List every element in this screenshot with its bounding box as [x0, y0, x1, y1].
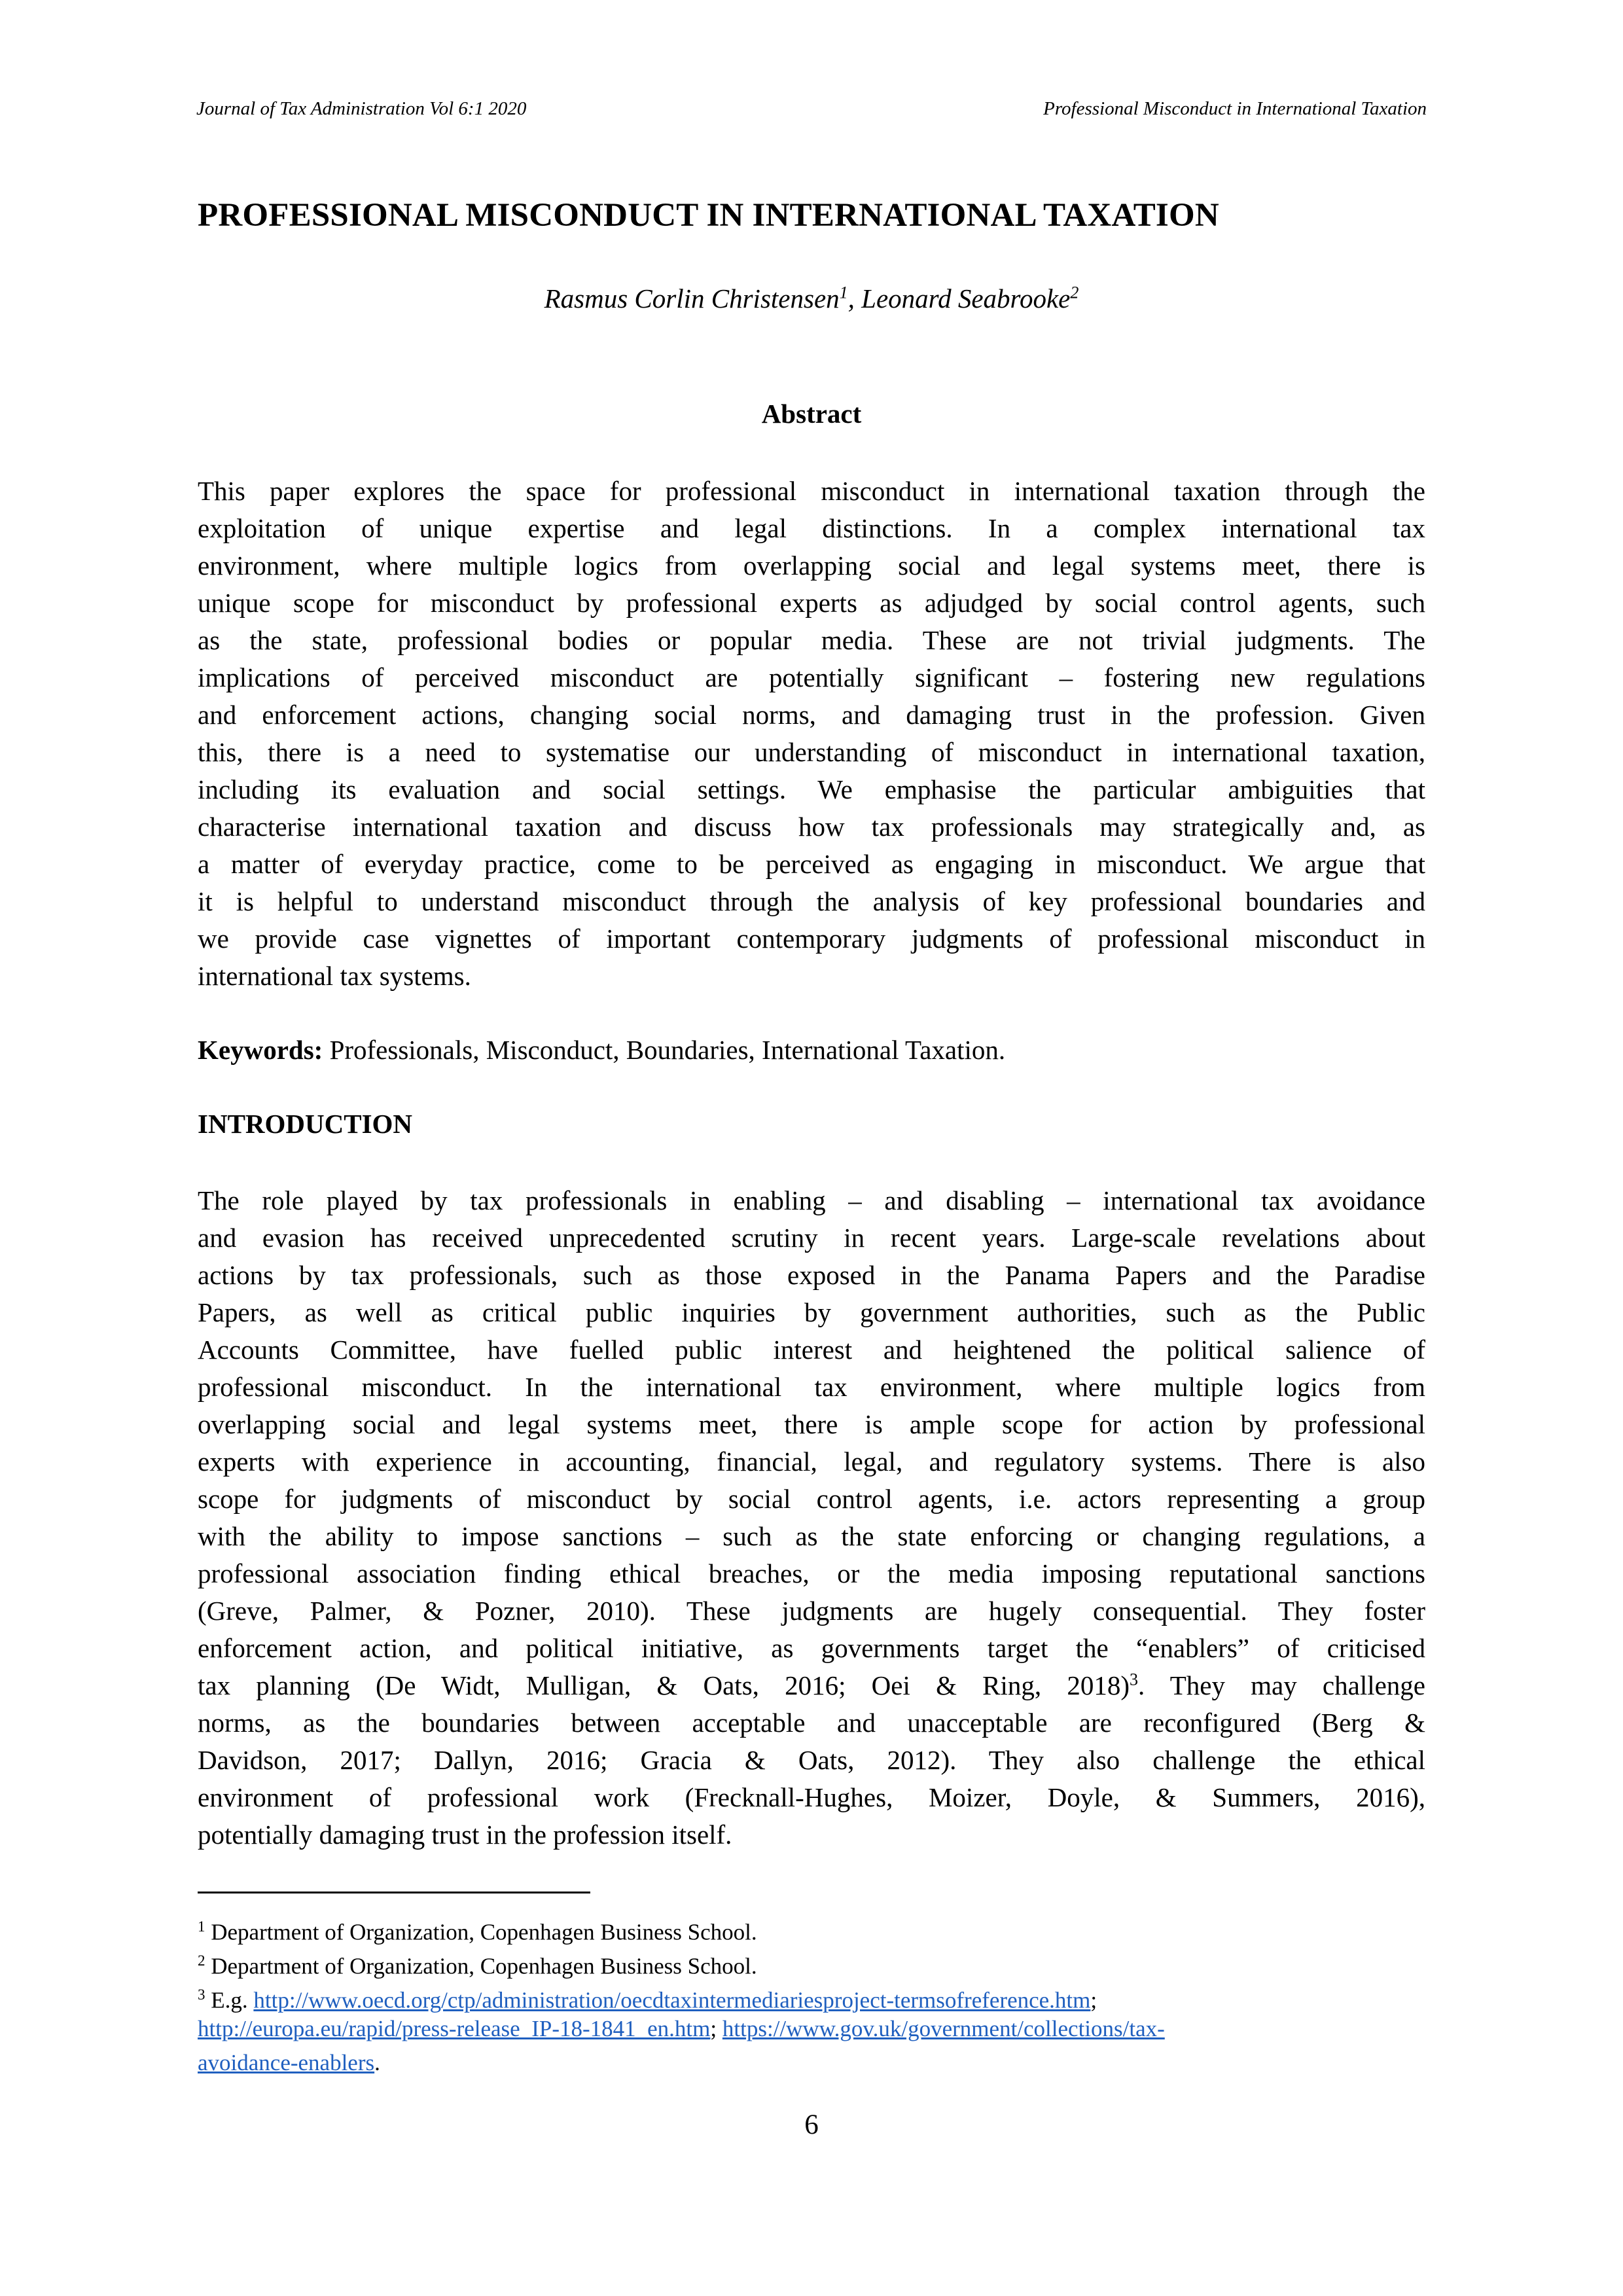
- intro-line: scope for judgments of misconduct by social control agents, i.e. actors representing a group: [198, 1484, 1425, 1514]
- abstract-line: we provide case vignettes of important contemporary judgments of professional misconduct in: [198, 924, 1425, 954]
- author-affiliation-mark: 2: [1070, 283, 1079, 302]
- abstract-line: environment, where multiple logics from overlapping social and legal systems meet, there is: [198, 550, 1425, 581]
- intro-line: norms, as the boundaries between acceptable and unacceptable are reconfigured (Berg &: [198, 1708, 1425, 1738]
- link-separator: ;: [1090, 1987, 1097, 2013]
- intro-line: Papers, as well as critical public inquiries by government authorities, such as the Public: [198, 1297, 1425, 1327]
- keywords-text: Professionals, Misconduct, Boundaries, International Taxation.: [323, 1035, 1006, 1065]
- author-affiliation-mark: 1: [839, 283, 848, 302]
- footnote-text: Department of Organization, Copenhagen Business School.: [205, 1953, 757, 1979]
- abstract-line: and enforcement actions, changing social norms, and damaging trust in the profession. Given: [198, 700, 1425, 730]
- intro-line: enforcement action, and political initiative, as governments target the “enablers” of criticised: [198, 1633, 1425, 1663]
- abstract-line: characterise international taxation and discuss how tax professionals may strategically and, as: [198, 812, 1425, 842]
- intro-line: environment of professional work (Frecknall-Hughes, Moizer, Doyle, & Summers, 2016),: [198, 1782, 1425, 1812]
- intro-line: Accounts Committee, have fuelled public interest and heightened the political salience of: [198, 1335, 1425, 1365]
- intro-text: . They may challenge: [1138, 1670, 1425, 1700]
- paper-title: PROFESSIONAL MISCONDUCT IN INTERNATIONAL TAXATION: [198, 197, 1219, 234]
- intro-line: experts with experience in accounting, financial, legal, and regulatory systems. There is also: [198, 1446, 1425, 1477]
- abstract-line: exploitation of unique expertise and legal distinctions. In a complex international tax: [198, 513, 1425, 543]
- abstract-heading: Abstract: [761, 399, 862, 429]
- intro-line: and evasion has received unprecedented scrutiny in recent years. Large-scale revelations about: [198, 1223, 1425, 1253]
- oecd-link[interactable]: http://www.oecd.org/ctp/administration/oecdtaxintermediariesproject-termsofreference.htm: [253, 1987, 1091, 2013]
- gov-uk-link[interactable]: https://www.gov.uk/government/collections/tax-: [722, 2016, 1165, 2041]
- author-name: Leonard Seabrooke: [861, 283, 1071, 314]
- intro-line: professional association finding ethical breaches, or the media imposing reputational sanctions: [198, 1558, 1425, 1588]
- abstract-line: this, there is a need to systematise our understanding of misconduct in international taxation,: [198, 737, 1425, 767]
- footnote-end: .: [374, 2050, 380, 2075]
- footnote-separator: [198, 1892, 590, 1893]
- intro-line-with-footnote-ref: [198, 1667, 1425, 1704]
- intro-line: Davidson, 2017; Dallyn, 2016; Gracia & Oats, 2012). They also challenge the ethical: [198, 1745, 1425, 1775]
- section-heading-introduction: INTRODUCTION: [198, 1109, 413, 1139]
- intro-line: overlapping social and legal systems meet, there is ample scope for action by professional: [198, 1409, 1425, 1439]
- intro-line: actions by tax professionals, such as those exposed in the Panama Papers and the Paradise: [198, 1260, 1425, 1290]
- abstract-line: as the state, professional bodies or popular media. These are not trivial judgments. The: [198, 625, 1425, 655]
- footnote-ref-3[interactable]: 3: [1130, 1670, 1138, 1689]
- link-separator: ;: [710, 2016, 717, 2041]
- footnote-mark: 1: [198, 1918, 205, 1935]
- author-name: Rasmus Corlin Christensen: [544, 283, 840, 314]
- introduction-body: [198, 1182, 1425, 1854]
- abstract-body: [198, 473, 1425, 995]
- footnote-text: Department of Organization, Copenhagen Business School.: [205, 1919, 757, 1945]
- intro-line: professional misconduct. In the international tax environment, where multiple logics from: [198, 1372, 1425, 1402]
- intro-line: The role played by tax professionals in enabling – and disabling – international tax avoidance: [198, 1185, 1425, 1215]
- footnote-prefix: E.g.: [205, 1987, 254, 2013]
- abstract-line: a matter of everyday practice, come to be perceived as engaging in misconduct. We argue that: [198, 849, 1425, 879]
- intro-text: tax planning (De Widt, Mulligan, & Oats, 2016; Oei & Ring, 2018): [198, 1670, 1130, 1700]
- footnote-mark: 2: [198, 1952, 205, 1969]
- keywords: [198, 1034, 1005, 1066]
- abstract-line: unique scope for misconduct by professional experts as adjudged by social control agents, such: [198, 588, 1425, 618]
- page-number: 6: [804, 2109, 819, 2140]
- abstract-line: This paper explores the space for professional misconduct in international taxation through the: [198, 476, 1425, 506]
- running-header-journal: Journal of Tax Administration Vol 6:1 2020: [196, 98, 527, 119]
- gov-uk-link-continued[interactable]: avoidance-enablers: [198, 2050, 375, 2075]
- europa-link[interactable]: http://europa.eu/rapid/press-release_IP-18-1841_en.htm: [198, 2016, 711, 2041]
- intro-line: (Greve, Palmer, & Pozner, 2010). These judgments are hugely consequential. They foster: [198, 1596, 1425, 1626]
- abstract-line: international tax systems.: [198, 961, 471, 991]
- footnote-3-continued: [198, 2012, 1165, 2046]
- abstract-line: implications of perceived misconduct are potentially significant – fostering new regulations: [198, 662, 1425, 692]
- intro-line: potentially damaging trust in the profession itself.: [198, 1820, 732, 1850]
- abstract-line: including its evaluation and social settings. We emphasise the particular ambiguities that: [198, 774, 1425, 804]
- abstract-line: it is helpful to understand misconduct through the analysis of key professional boundaries and: [198, 886, 1425, 916]
- footnote-3-continued: [198, 2046, 380, 2080]
- author-separator: ,: [847, 283, 862, 314]
- intro-line: with the ability to impose sanctions – such as the state enforcing or changing regulations, a: [198, 1521, 1425, 1551]
- running-header-title: Professional Misconduct in International Taxation: [1043, 98, 1427, 119]
- keywords-label: Keywords:: [198, 1035, 323, 1065]
- footnote-mark: 3: [198, 1986, 205, 2003]
- author-list: [0, 283, 1623, 314]
